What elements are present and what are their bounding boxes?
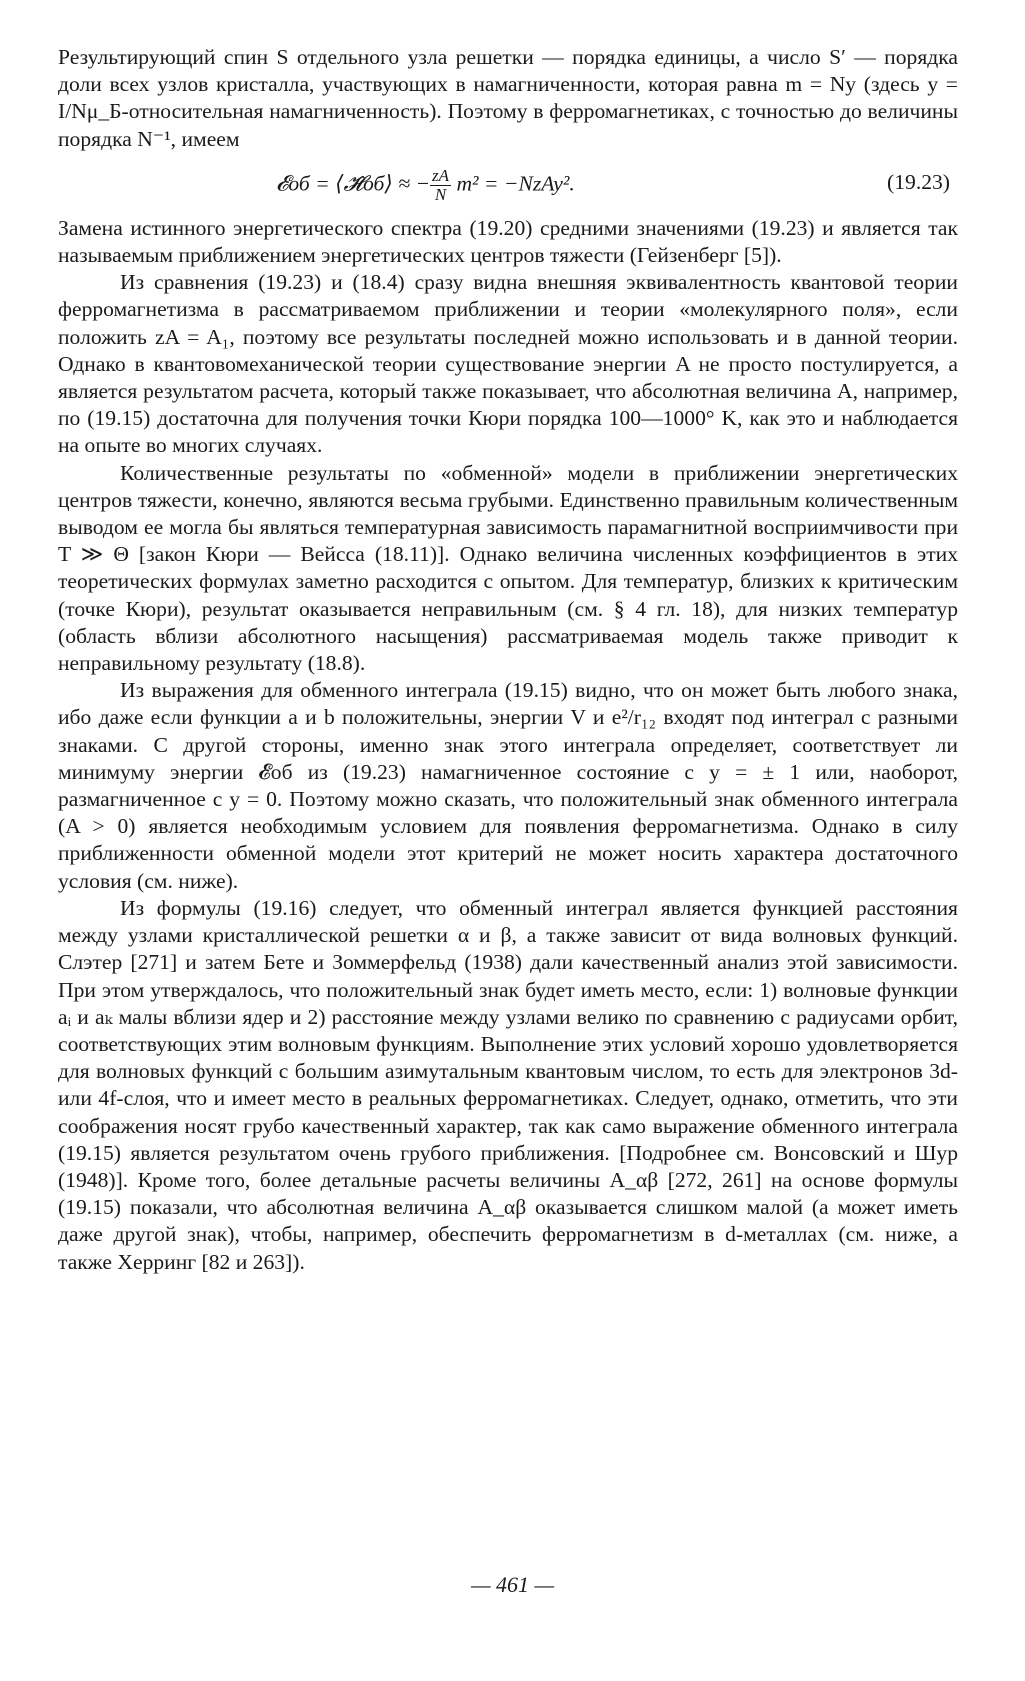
paragraph-comparison: Из сравнения (19.23) и (18.4) сразу видна внешняя эквивалентность квантовой теории ферромагнетизма в рассматриваемом приближении и теории «молекулярного поля», если положить zA = A₁, поэтому все результаты последней можно использовать и в данной теории. Однако в квантовомеханической теории существование энергии A не просто постулируется, а является результатом расчета, который также показывает, что абсолютная величина A, например, по (19.15) достаточна для получения точки Кюри порядка 100—1000° K, как это и наблюдается на опыте во многих случаях. — [58, 270, 958, 458]
formula-expression — [276, 167, 575, 204]
formula-denominator: N — [434, 184, 447, 204]
formula-19-23 — [58, 153, 958, 215]
formula-number: (19.23) — [887, 169, 950, 194]
formula-rhs: m² = −NzAy². — [456, 171, 575, 196]
formula-fraction — [430, 167, 451, 204]
page-body — [58, 44, 958, 1276]
paragraph-exchange-distance: Из формулы (19.16) следует, что обменный интеграл является функцией расстояния между узлами кристаллической решетки α и β, а также зависит от вида волновых функций. Слэтер [271] и затем Бете и Зоммерфельд (1938) дали качественный анализ этой зависимости. При этом утверждалось, что положительный знак будет иметь место, если: 1) волновые функции aᵢ и aₖ малы вблизи ядер и 2) расстояние между узлами велико по сравнению с радиусами орбит, соответствующих этим волновым функциям. Выполнение этих условий хорошо удовлетворяется для волновых функций с большим азимутальным квантовым числом, то есть для электронов 3d- или 4f-слоя, что и имеет место в реальных ферромагнетиках. Следует, однако, отметить, что эти соображения носят грубо качественный характер, так как само выражение обменного интеграла (19.15) является результатом очень грубого приближения. [Подробнее см. Вонсовский и Шур (1948)]. Кроме того, более детальные расчеты величины A_αβ [272, 261] на основе формулы (19.15) показали, что абсолютная величина A_αβ оказывается слишком малой (а может иметь даже другой знак), чтобы, например, обеспечить ферромагнетизм в d-металлах (см. ниже, а также Херринг [82 и 263]). — [58, 895, 958, 1274]
formula-numerator: zA — [432, 165, 450, 185]
paragraph-exchange-sign: Из выражения для обменного интеграла (19.15) видно, что он может быть любого знака, ибо даже если функции a и b положительны, энергии V и e²/r₁₂ входят под интеграл с разными знаками. С другой стороны, именно знак этого интеграла определяет, соответствует ли минимуму энергии 𝓔об из (19.23) намагниченное состояние с y = ± 1 или, наоборот, размагниченное с y = 0. Поэтому можно сказать, что положительный знак обменного интеграла (A > 0) является необходимым условием для появления ферромагнетизма. Однако в силу приближенности обменной модели этот критерий не может носить характера достаточного условия (см. ниже). — [58, 678, 958, 893]
formula-lhs: 𝓔об = ⟨𝓗̂об⟩ ≈ − — [276, 171, 431, 196]
paragraph-quantitative: Количественные результаты по «обменной» модели в приближении энергетических центров тяжести, конечно, являются весьма грубыми. Единственно правильным количественным выводом ее могла бы являться температурная зависимость парамагнитной восприимчивости при T ≫ Θ [закон Кюри — Вейсса (18.11)]. Однако величина численных коэффициентов в этих теоретических формулах заметно расходится с опытом. Для температур, близких к критическим (точке Кюри), результат оказывается неправильным (см. § 4 гл. 18), для низких температур (область вблизи абсолютного насыщения) рассматриваемая модель также приводит к неправильному результату (18.8). — [58, 460, 958, 676]
paragraph-replacement: Замена истинного энергетического спектра (19.20) средними значениями (19.23) и является так называемым приближением энергетических центров тяжести (Гейзенберг [5]). — [58, 215, 958, 268]
page-number: — 461 — — [470, 1572, 555, 1597]
paragraph-spin: Результирующий спин S отдельного узла решетки — порядка единицы, а число S′ — порядка доли всех узлов кристалла, участвующих в намагниченности, которая равна m = Ny (здесь y = I/Nμ_Б-относительная намагниченность). Поэтому в ферромагнетиках, с точностью до величины порядка N⁻¹, имеем — [58, 45, 958, 151]
